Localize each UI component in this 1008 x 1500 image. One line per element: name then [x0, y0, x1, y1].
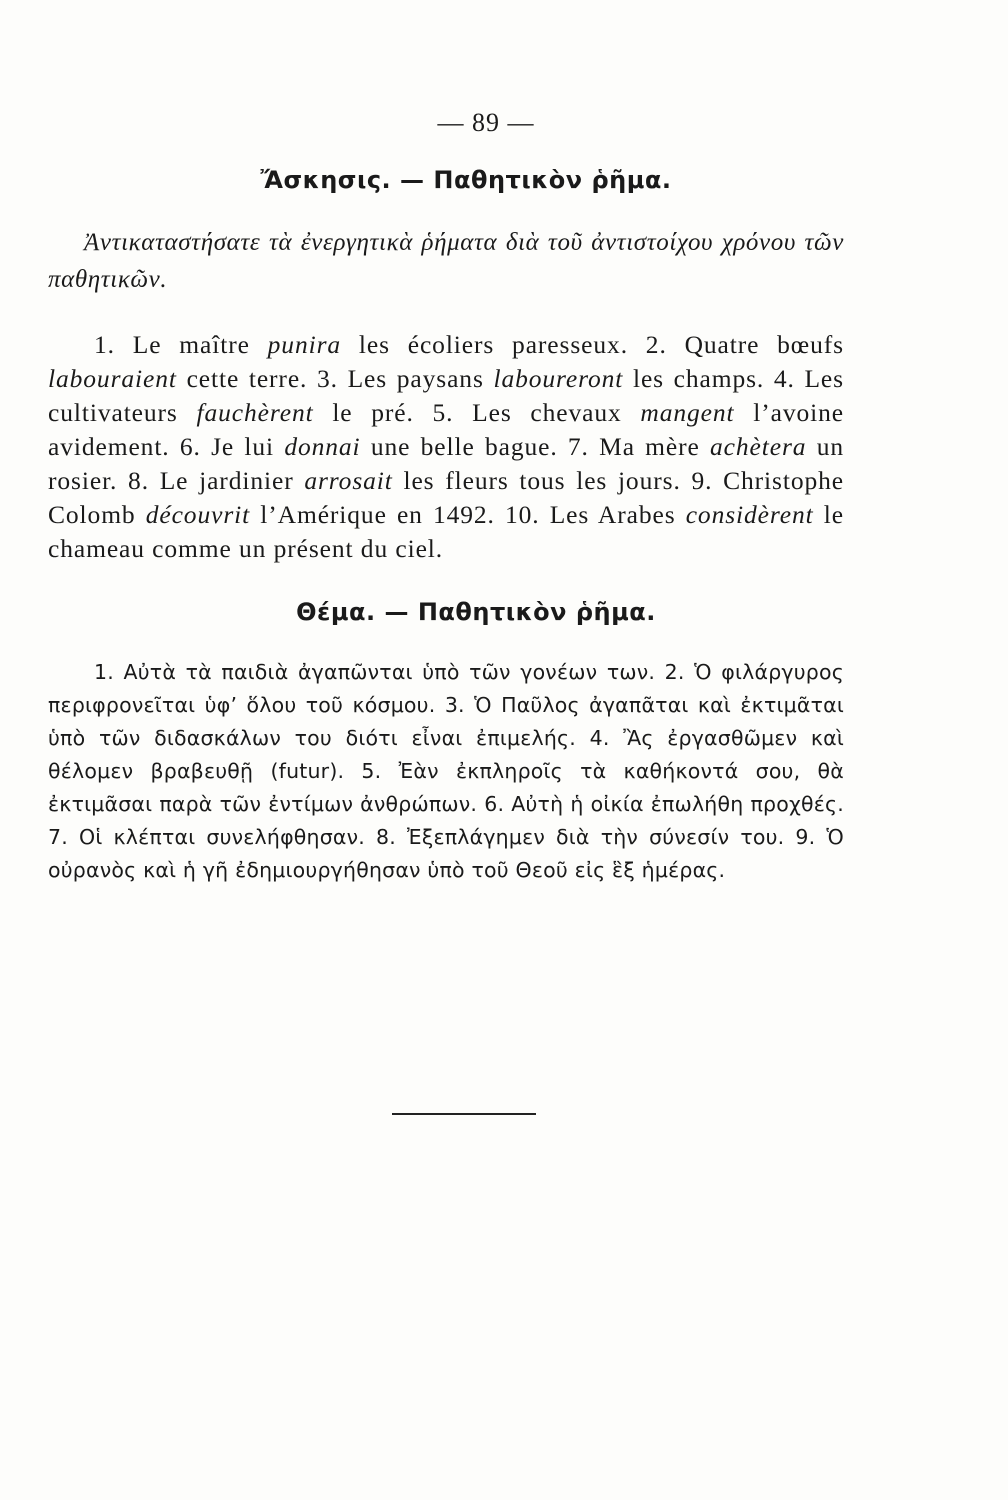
exercise-instruction: Ἀντικαταστήσατε τὰ ἐνεργητικὰ ῥήματα διὰ τοῦ ἀντιστοίχου χρόνου τῶν παθητικῶν. — [48, 229, 844, 293]
sentence-verb: punira — [267, 330, 342, 359]
sentence-number: 2. — [645, 330, 667, 359]
sentence-number: 5. — [432, 398, 454, 427]
sentence-number: 8. — [128, 466, 149, 495]
sentence-text: les champs. — [632, 364, 765, 393]
sentence-text: Les cultivateurs — [48, 364, 844, 427]
sentence-verb: arrosait — [304, 466, 393, 495]
sentence-text: Le jardinier — [159, 466, 294, 495]
sentence-number: 9. — [691, 466, 713, 495]
sentence-text: Les Arabes — [549, 500, 676, 529]
theme-text: 1. Αὐτὰ τὰ παιδιὰ ἀγαπῶνται ὑπὸ τῶν γονέων των. 2. Ὁ φιλάργυρος περιφρονεῖται ὑφ’ ὅλου τοῦ κόσμου. 3. Ὁ Παῦλος ἀγαπᾶται καὶ ἐκτιμᾶται ὑπὸ τῶν διδασκάλων του διότι εἶναι ἐπιμελής. 4. Ἂς ἐργασθῶμεν καὶ θέλομεν βραβευθῇ (futur). 5. Ἐὰν ἐκπληροῖς τὰ καθήκοντά σου, θὰ ἐκτιμᾶσαι παρὰ τῶν ἐντίμων ἀνθρώπων. 6. Αὐτὴ ἡ οἰκία ἐπωλήθη προχθές. 7. Οἱ κλέπται συνελήφθησαν. 8. Ἐξεπλάγημεν διὰ τὴν σύνεσίν του. 9. Ὁ οὐρανὸς καὶ ἡ γῆ ἐδημιουργήθησαν ὑπὸ τοῦ Θεοῦ εἰς ἓξ ἡμέρας. — [48, 660, 844, 882]
end-rule — [392, 1113, 536, 1115]
sentence-text: le pré. — [332, 398, 414, 427]
sentence-text: Christophe Colomb — [48, 466, 845, 529]
sentence-number: 6. — [179, 432, 201, 461]
sentence-text: cette terre. — [186, 364, 308, 393]
sentence-text: Les paysans — [347, 364, 484, 393]
sentence-text: un rosier. — [48, 432, 845, 495]
sentence-number: 7. — [567, 432, 589, 461]
sentence-verb: mangent — [640, 398, 735, 427]
sentence-text: l’Amérique en 1492. — [260, 500, 495, 529]
sentence-text: les fleurs tous les jours. — [403, 466, 681, 495]
sentence-number: 1. — [94, 330, 115, 359]
sentence-text: Ma mère — [599, 432, 700, 461]
sentence-verb: achètera — [710, 432, 807, 461]
sentence-text: les écoliers paresseux. — [358, 330, 628, 359]
exercise-sentences — [48, 328, 844, 566]
sentence-text: l’avoine avidement. — [48, 398, 844, 461]
exercise-heading: Ἄσκησις. — Παθητικὸν ῥῆμα. — [260, 166, 672, 194]
page-number: — 89 — — [437, 108, 535, 137]
sentence-text: Les chevaux — [472, 398, 622, 427]
sentence-verb: découvrit — [145, 500, 251, 529]
sentence-verb: donnai — [284, 432, 361, 461]
sentence-text: Quatre bœufs — [684, 330, 844, 359]
sentence-text: une belle bague. — [370, 432, 558, 461]
sentence-number: 4. — [773, 364, 795, 393]
sentence-verb: laboureront — [493, 364, 624, 393]
sentence-number: 10. — [504, 500, 540, 529]
sentence-verb: fauchèrent — [196, 398, 314, 427]
sentence-text: Le maître — [132, 330, 250, 359]
sentence-text: le chameau comme un présent du ciel. — [48, 500, 844, 563]
sentence-text: Je lui — [211, 432, 275, 461]
book-page — [48, 108, 844, 887]
sentence-verb: considèrent — [685, 500, 814, 529]
theme-heading: Θέμα. — Παθητικὸν ῥῆμα. — [296, 598, 656, 626]
sentence-number: 3. — [316, 364, 338, 393]
sentence-verb: labouraient — [48, 364, 177, 393]
